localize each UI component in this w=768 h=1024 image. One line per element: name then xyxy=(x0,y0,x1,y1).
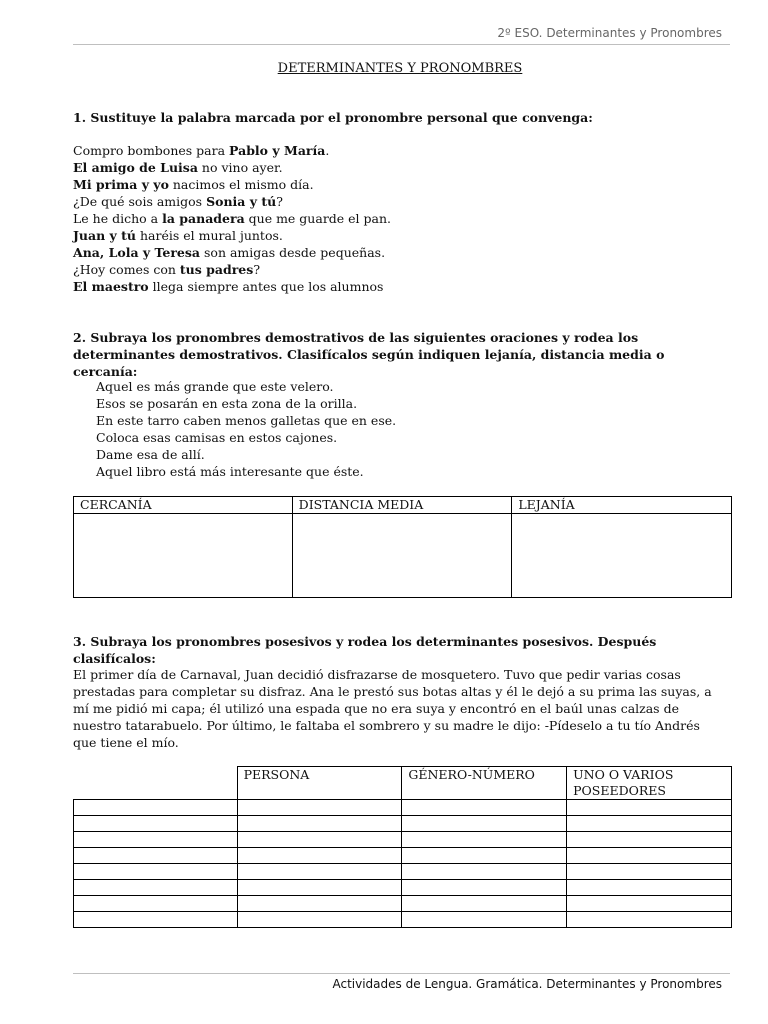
answer-cell-cercania[interactable] xyxy=(74,514,293,598)
answer-cell[interactable] xyxy=(74,864,238,880)
sentence-line: Ana, Lola y Teresa son amigas desde pequeñas. xyxy=(73,245,386,260)
sentence-line: Coloca esas camisas en estos cajones. xyxy=(96,430,338,445)
answer-cell[interactable] xyxy=(402,880,567,896)
answer-cell[interactable] xyxy=(74,848,238,864)
answer-cell[interactable] xyxy=(74,912,238,928)
answer-cell[interactable] xyxy=(237,832,402,848)
page-header: 2º ESO. Determinantes y Pronombres xyxy=(497,26,722,40)
header-persona: PERSONA xyxy=(237,767,402,800)
answer-cell[interactable] xyxy=(402,912,567,928)
table-row xyxy=(74,912,732,928)
section2-sentences xyxy=(96,378,756,480)
answer-cell[interactable] xyxy=(567,832,732,848)
answer-cell[interactable] xyxy=(74,800,238,816)
answer-cell[interactable] xyxy=(237,816,402,832)
header-distancia-media: DISTANCIA MEDIA xyxy=(292,497,512,514)
sentence-line: Dame esa de allí. xyxy=(96,447,205,462)
table-row xyxy=(74,896,732,912)
table-row xyxy=(74,848,732,864)
answer-cell[interactable] xyxy=(567,912,732,928)
sentence-line: El amigo de Luisa no vino ayer. xyxy=(73,160,283,175)
header-divider xyxy=(73,44,730,45)
table-row xyxy=(74,832,732,848)
header-cercania: CERCANÍA xyxy=(74,497,293,514)
section1-heading: 1. Sustituye la palabra marcada por el pronombre personal que convenga: xyxy=(73,110,593,125)
section1-sentences xyxy=(73,142,733,295)
answer-cell[interactable] xyxy=(567,848,732,864)
header-poseedores: UNO O VARIOS POSEEDORES xyxy=(567,767,732,800)
answer-cell[interactable] xyxy=(567,864,732,880)
answer-cell[interactable] xyxy=(567,896,732,912)
sentence-line: ¿Hoy comes con tus padres? xyxy=(73,262,261,277)
footer-divider xyxy=(73,973,730,974)
answer-cell-lejania[interactable] xyxy=(512,514,732,598)
answer-cell[interactable] xyxy=(237,896,402,912)
header-lejania: LEJANÍA xyxy=(512,497,732,514)
sentence-line: Esos se posarán en esta zona de la orilla. xyxy=(96,396,358,411)
answer-cell[interactable] xyxy=(237,848,402,864)
answer-cell-distancia-media[interactable] xyxy=(292,514,512,598)
answer-cell[interactable] xyxy=(402,816,567,832)
answer-cell[interactable] xyxy=(237,864,402,880)
sentence-line: Aquel libro está más interesante que éste. xyxy=(96,464,364,479)
answer-cell[interactable] xyxy=(74,880,238,896)
answer-cell[interactable] xyxy=(74,896,238,912)
sentence-line: Compro bombones para Pablo y María. xyxy=(73,143,330,158)
section3-heading: 3. Subraya los pronombres posesivos y rodea los determinantes posesivos. Después clasifícalos: xyxy=(73,634,657,666)
page-title: DETERMINANTES Y PRONOMBRES xyxy=(277,61,523,76)
answer-cell[interactable] xyxy=(237,800,402,816)
sentence-line: El maestro llega siempre antes que los alumnos xyxy=(73,279,384,294)
answer-cell[interactable] xyxy=(402,800,567,816)
answer-cell[interactable] xyxy=(402,832,567,848)
answer-cell[interactable] xyxy=(237,880,402,896)
answer-cell[interactable] xyxy=(567,880,732,896)
answer-cell[interactable] xyxy=(402,864,567,880)
answer-cell[interactable] xyxy=(402,896,567,912)
page-footer: Actividades de Lengua. Gramática. Determinantes y Pronombres xyxy=(332,977,722,991)
sentence-line: Aquel es más grande que este velero. xyxy=(96,379,334,394)
section2-heading: 2. Subraya los pronombres demostrativos de las siguientes oraciones y rodea los determinantes demostrativos. Clasifícalos según indiquen lejanía, distancia media o cercanía: xyxy=(73,330,665,379)
sentence-line: Mi prima y yo nacimos el mismo día. xyxy=(73,177,314,192)
sentence-line: ¿De qué sois amigos Sonia y tú? xyxy=(73,194,283,209)
sentence-line: Le he dicho a la panadera que me guarde el pan. xyxy=(73,211,392,226)
answer-cell[interactable] xyxy=(237,912,402,928)
table-row xyxy=(74,816,732,832)
table-row xyxy=(74,880,732,896)
table-row xyxy=(74,800,732,816)
section3-paragraph: El primer día de Carnaval, Juan decidió disfrazarse de mosquetero. Tuvo que pedir varias cosas prestadas para completar su disfraz. Ana le prestó sus botas altas y él le dejó a su prima las suyas, a mí me pidió mi capa; él utilizó una espada que no era suya y encontró en el baúl unas calzas de nuestro tatarabuelo. Por último, le faltaba el sombrero y su madre le dijo: -Pídeselo a tu tío Andrés que tiene el mío. xyxy=(73,667,712,750)
answer-cell[interactable] xyxy=(74,816,238,832)
answer-cell[interactable] xyxy=(567,800,732,816)
possessives-table xyxy=(73,766,732,928)
table-row xyxy=(74,864,732,880)
demonstratives-table xyxy=(73,496,732,598)
sentence-line: En este tarro caben menos galletas que en ese. xyxy=(96,413,397,428)
answer-cell[interactable] xyxy=(402,848,567,864)
header-blank xyxy=(74,767,238,800)
header-genero-numero: GÉNERO-NÚMERO xyxy=(402,767,567,800)
answer-cell[interactable] xyxy=(567,816,732,832)
answer-cell[interactable] xyxy=(74,832,238,848)
sentence-line: Juan y tú haréis el mural juntos. xyxy=(73,228,283,243)
